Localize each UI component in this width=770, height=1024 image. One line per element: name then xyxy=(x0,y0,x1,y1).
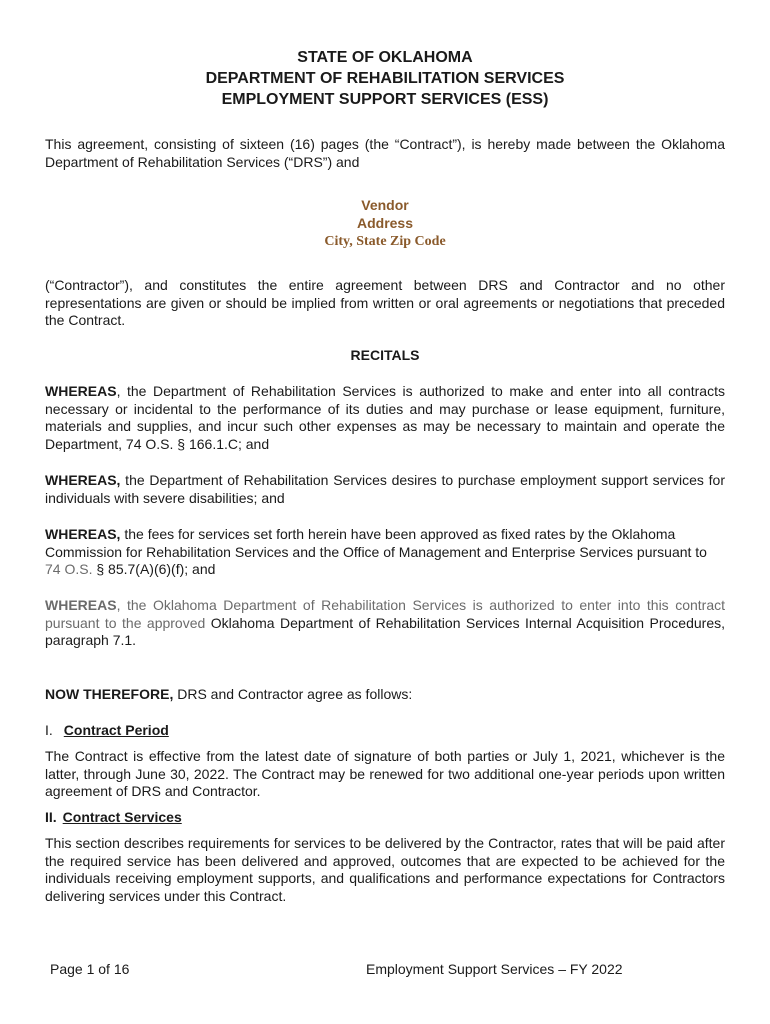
vendor-address: Address xyxy=(356,215,414,231)
recital-1 xyxy=(45,383,725,454)
recital-1-text: , the Department of Rehabilitation Services is authorized to make and enter into all contracts necessary or incidental to the performance of its duties and may purchase or lease equipment, furniture, materials and supplies, and incur such other expenses as may be necessary to maintain and operate the Department, 74 O.S. § 166.1.C; and xyxy=(45,383,725,453)
recital-4-text-a: , the Oklahoma Department of Rehabilitation Services is authorized to enter into this contract pursuant to the approved xyxy=(45,597,725,631)
section-1-text: The Contract is effective from the latest date of signature of both parties or July 1, 2021, whichever is the latter, through June 30, 2022. The Contract may be renewed for two additional one-year periods upon written agreement of DRS and Contractor. xyxy=(45,748,725,800)
section-1-title: Contract Period xyxy=(63,722,169,738)
now-therefore-lead: NOW THEREFORE, xyxy=(45,686,174,702)
recital-2-lead: WHEREAS, xyxy=(45,472,121,488)
header-title-department: DEPARTMENT OF REHABILITATION SERVICES xyxy=(205,70,565,87)
footer-document-title: Employment Support Services – FY 2022 xyxy=(366,961,623,977)
recital-1-lead: WHEREAS xyxy=(45,383,117,399)
recital-2-text: the Department of Rehabilitation Services desires to purchase employment support services for individuals with severe disabilities; and xyxy=(45,472,725,506)
section-2-title: Contract Services xyxy=(62,809,182,825)
recital-4 xyxy=(45,597,725,650)
recital-3-text-a: the fees for services set forth herein have been approved as fixed rates by the Oklahoma Commission for Rehabilitation Services and the Office of Management and Enterprise Services pursuant to xyxy=(45,526,707,560)
recital-3-lead: WHEREAS, xyxy=(45,526,121,542)
vendor-name: Vendor xyxy=(361,197,409,213)
statute-link[interactable]: 74 O.S. xyxy=(45,561,93,578)
now-therefore-text: DRS and Contractor agree as follows: xyxy=(173,686,413,702)
recital-3-text-b: § 85.7(A)(6)(f); and xyxy=(92,561,216,578)
now-therefore xyxy=(45,686,725,704)
section-2-number: II. xyxy=(45,809,57,825)
intro-paragraph: This agreement, consisting of sixteen (16) pages (the “Contract”), is hereby made between the Oklahoma Department of Rehabilitation Services (“DRS”) and xyxy=(45,136,725,170)
recitals-heading: RECITALS xyxy=(350,347,420,363)
recital-4-lead: WHEREAS xyxy=(45,597,117,613)
contractor-paragraph: (“Contractor”), and constitutes the entire agreement between DRS and Contractor and no other representations are given or should be implied from written or oral agreements or negotiations that preceded the Contract. xyxy=(45,277,725,329)
recital-4-text-b: Oklahoma Department of Rehabilitation Services Internal Acquisition Procedures, paragraph 7.1. xyxy=(45,614,725,649)
section-2-text: This section describes requirements for services to be delivered by the Contractor, rates that will be paid after the required service has been delivered and approved, outcomes that are expected to be achieved for the individuals receiving employment supports, and qualifications and performance expectations for Contractors delivering services under this Contract. xyxy=(45,835,725,905)
footer-page-number: Page 1 of 16 xyxy=(50,961,130,977)
section-2-heading xyxy=(45,809,725,827)
section-1-heading xyxy=(45,722,725,740)
vendor-city-state-zip: City, State Zip Code xyxy=(324,234,446,249)
section-1-number: I. xyxy=(45,722,53,738)
header-title-program: EMPLOYMENT SUPPORT SERVICES (ESS) xyxy=(221,91,549,108)
recital-2 xyxy=(45,472,725,507)
recital-3 xyxy=(45,526,725,579)
header-title-state: STATE OF OKLAHOMA xyxy=(297,49,473,66)
